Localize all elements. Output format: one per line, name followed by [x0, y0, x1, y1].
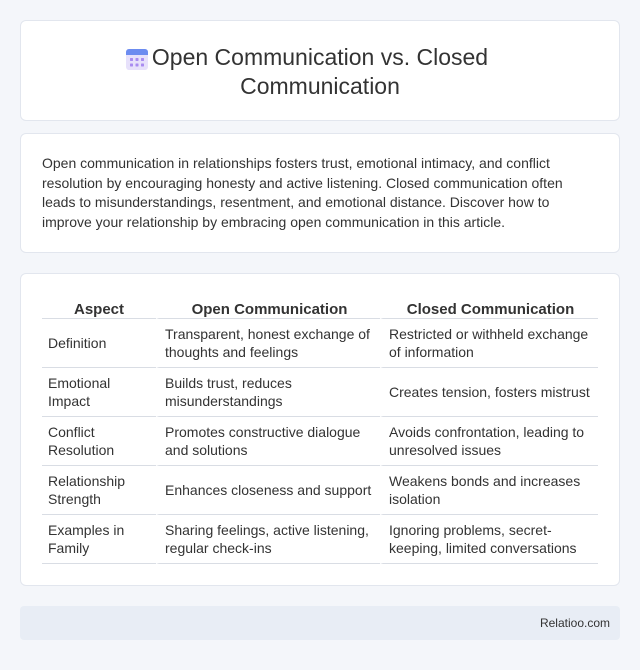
header-aspect: Aspect	[42, 296, 156, 319]
cell-aspect: Definition	[42, 319, 156, 368]
header-closed-communication: Closed Communication	[380, 296, 598, 319]
cell-open: Transparent, honest exchange of thoughts and feelings	[156, 319, 380, 368]
cell-aspect: Examples in Family	[42, 515, 156, 564]
page-title: Open Communication vs. Closed Communication	[151, 44, 489, 99]
table-row	[42, 319, 598, 368]
title-card	[20, 20, 620, 121]
table-row	[42, 466, 598, 515]
table-row	[42, 417, 598, 466]
cell-aspect: Relationship Strength	[42, 466, 156, 515]
footer-brand-link[interactable]: Relatioo.com	[539, 616, 610, 630]
cell-closed: Ignoring problems, secret-keeping, limited conversations	[380, 515, 598, 564]
cell-aspect: Conflict Resolution	[42, 417, 156, 466]
cell-open: Sharing feelings, active listening, regular check-ins	[156, 515, 380, 564]
header-open-communication: Open Communication	[156, 296, 380, 319]
comparison-card	[20, 273, 620, 586]
cell-closed: Weakens bonds and increases isolation	[380, 466, 598, 515]
footer	[20, 606, 620, 640]
cell-aspect: Emotional Impact	[42, 368, 156, 417]
cell-closed: Restricted or withheld exchange of information	[380, 319, 598, 368]
table-header-row	[42, 296, 598, 319]
cell-open: Promotes constructive dialogue and solutions	[156, 417, 380, 466]
cell-closed: Creates tension, fosters mistrust	[380, 368, 598, 417]
table-row	[42, 515, 598, 564]
cell-open: Builds trust, reduces misunderstandings	[156, 368, 380, 417]
table-row	[42, 368, 598, 417]
cell-closed: Avoids confrontation, leading to unresolved issues	[380, 417, 598, 466]
cell-open: Enhances closeness and support	[156, 466, 380, 515]
intro-card	[20, 133, 620, 253]
comparison-table	[42, 296, 598, 564]
intro-paragraph: Open communication in relationships fosters trust, emotional intimacy, and conflict resolution by encouraging honesty and active listening. Closed communication often leads to misunderstandings, resentment, and emotional distance. Discover how to improve your relationship by embracing open communication in this article.	[42, 155, 563, 230]
